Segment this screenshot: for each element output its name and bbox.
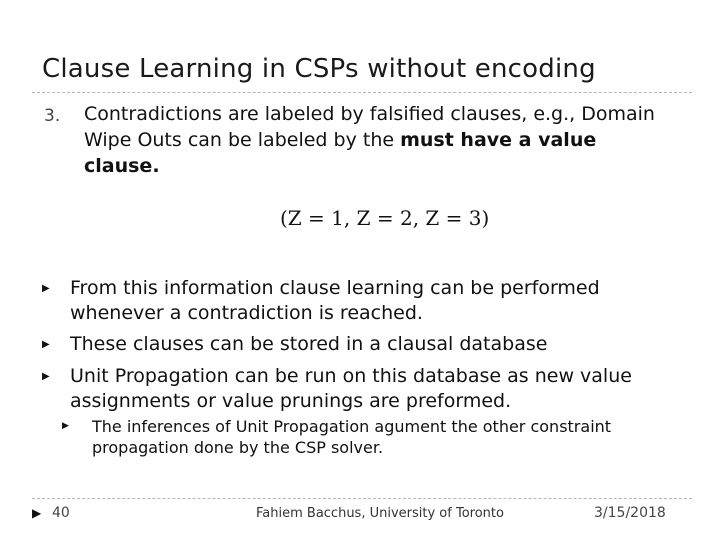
numbered-item-emphasis: must have a value clause. [84, 129, 597, 177]
sub-bullet-item [62, 416, 652, 458]
item-number: 3. [44, 106, 61, 126]
numbered-item-plain: Contradictions are labeled by falsified clauses, e.g., Domain Wipe Outs can be labeled by the [84, 103, 655, 151]
slide-title: Clause Learning in CSPs without encoding [42, 54, 596, 84]
page-number: 40 [52, 505, 70, 521]
formula: (Z = 1, Z = 2, Z = 3) [280, 206, 490, 230]
bullet-text: From this information clause learning can be performed whenever a contradiction is reached. [70, 277, 600, 324]
bullet-text: Unit Propagation can be run on this database as new value assignments or value prunings are preformed. [70, 365, 632, 412]
sub-bullet-text: The inferences of Unit Propagation agument the other constraint propagation done by the CSP solver. [92, 417, 612, 457]
bullet-text: These clauses can be stored in a clausal database [70, 333, 548, 355]
bullet-item [42, 276, 650, 326]
right-triangle-icon: ▶ [42, 371, 50, 382]
title-divider [32, 92, 692, 93]
bullet-item [42, 332, 650, 357]
bullet-item [42, 364, 650, 414]
footer-date: 3/15/2018 [594, 505, 666, 521]
right-triangle-icon: ▶ [42, 283, 50, 294]
footer-divider [32, 498, 692, 499]
right-triangle-icon: ▶ [62, 421, 69, 431]
footer-author: Fahiem Bacchus, University of Toronto [256, 506, 504, 521]
numbered-item-text [84, 101, 664, 179]
right-triangle-icon: ▶ [42, 339, 50, 350]
footer-triangle-icon: ▶ [32, 506, 42, 520]
